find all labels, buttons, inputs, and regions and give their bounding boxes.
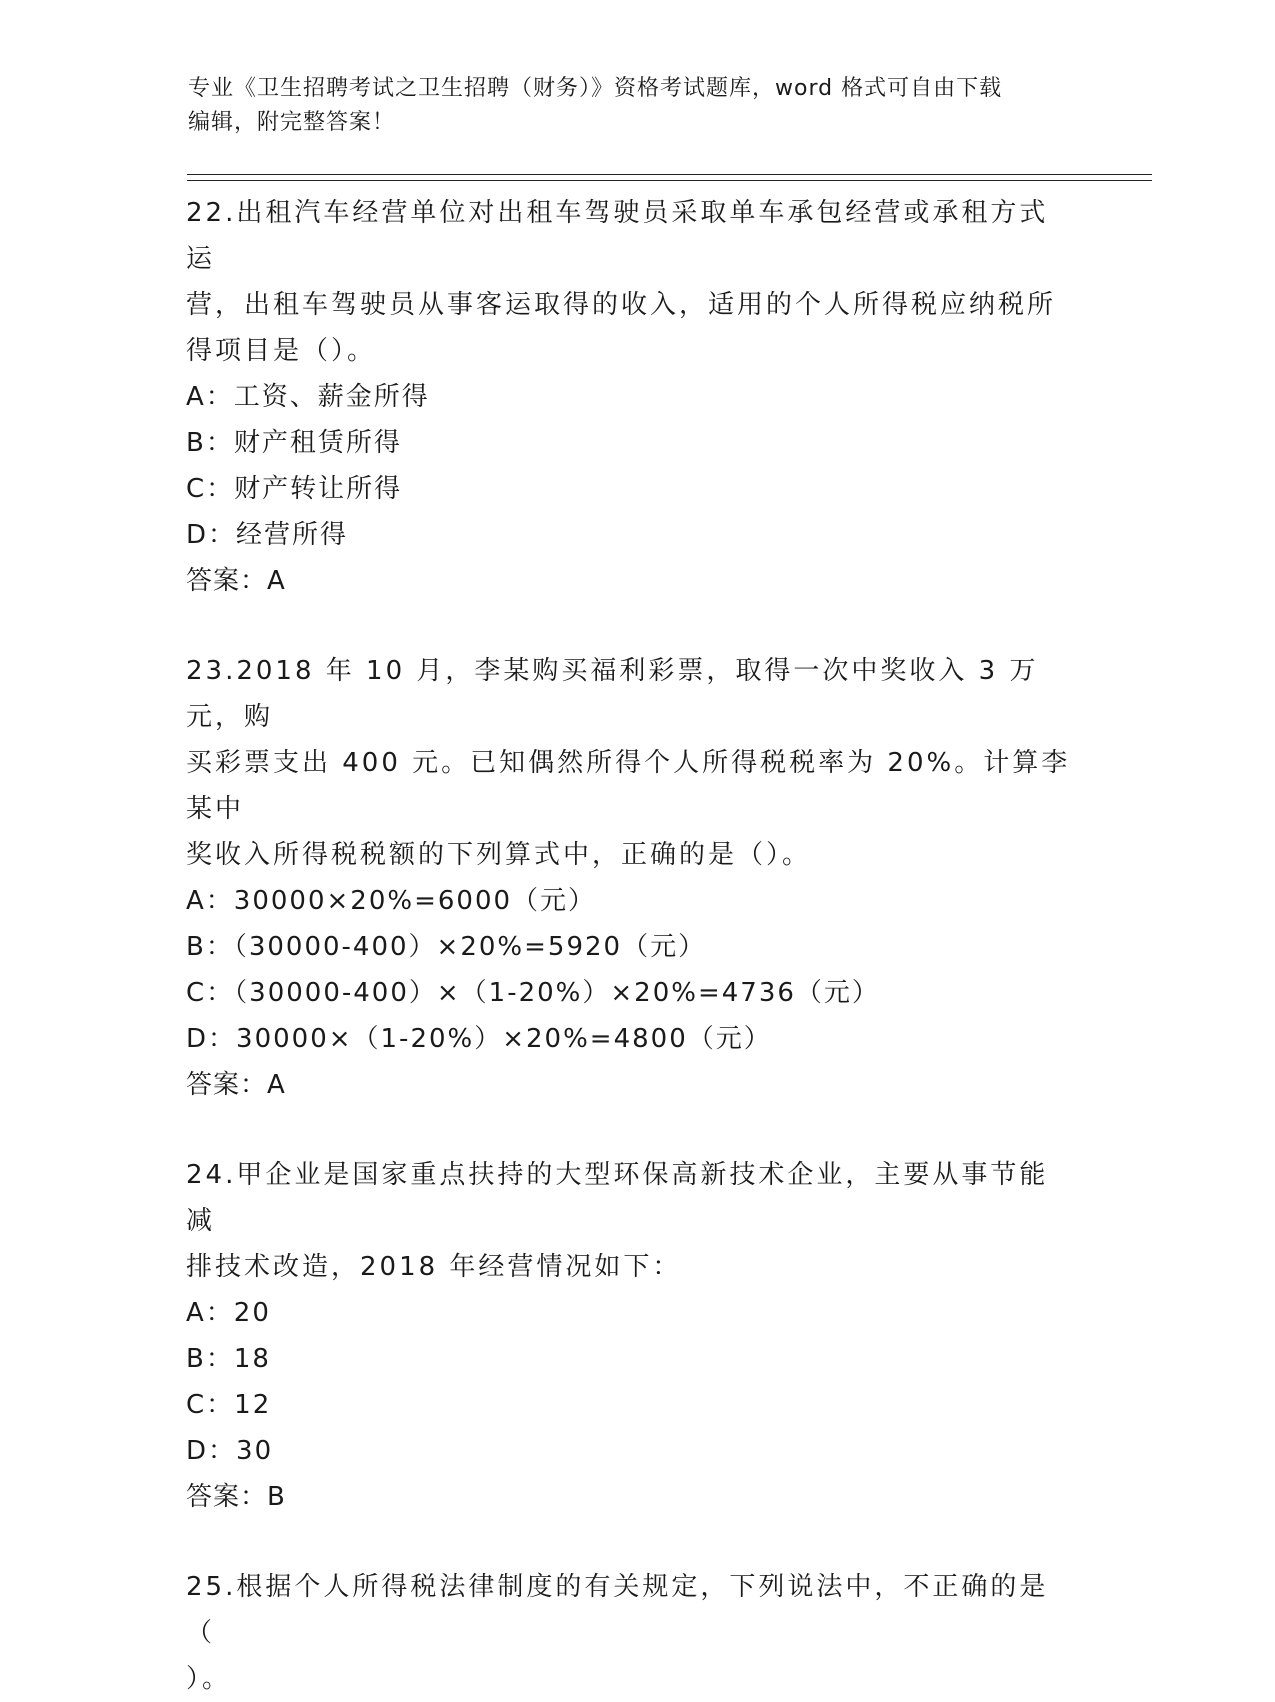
header-divider-top bbox=[187, 174, 1152, 175]
question-24 bbox=[186, 1152, 1076, 1520]
question-stem bbox=[186, 1152, 1076, 1290]
header-divider-bottom bbox=[187, 180, 1152, 181]
option-b: B：18 bbox=[186, 1344, 271, 1374]
stem-line: 22.出租汽车经营单位对出租车驾驶员采取单车承包经营或承租方式运 bbox=[186, 198, 1049, 274]
option-c: C：（30000-400）×（1-20%）×20%=4736（元） bbox=[186, 978, 880, 1008]
question-stem bbox=[186, 190, 1076, 374]
option-d: D：30000×（1-20%）×20%=4800（元） bbox=[186, 1024, 772, 1054]
question-stem bbox=[186, 1564, 1076, 1702]
question-23 bbox=[186, 648, 1076, 1108]
option-b: B：财产租赁所得 bbox=[186, 428, 402, 458]
stem-line: 买彩票支出 400 元。已知偶然所得个人所得税税率为 20%。计算李某中 bbox=[186, 748, 1071, 824]
option-a: A：20 bbox=[186, 1298, 271, 1328]
stem-line: 营，出租车驾驶员从事客运取得的收入，适用的个人所得税应纳税所 bbox=[186, 290, 1057, 320]
question-25 bbox=[186, 1564, 1076, 1702]
option-c: C：12 bbox=[186, 1390, 272, 1420]
question-stem bbox=[186, 648, 1076, 878]
stem-line: 25.根据个人所得税法律制度的有关规定，下列说法中，不正确的是（ bbox=[186, 1572, 1049, 1648]
stem-line: 奖收入所得税税额的下列算式中，正确的是（）。 bbox=[186, 840, 812, 870]
header-line-2: 编辑，附完整答案！ bbox=[188, 110, 396, 135]
stem-line: 排技术改造，2018 年经营情况如下： bbox=[186, 1252, 682, 1282]
answer-line: 答案：A bbox=[186, 566, 286, 596]
option-b: B：（30000-400）×20%=5920（元） bbox=[186, 932, 707, 962]
question-list bbox=[186, 190, 1076, 1702]
option-a: A：30000×20%=6000（元） bbox=[186, 886, 597, 916]
option-c: C：财产转让所得 bbox=[186, 474, 403, 504]
document-header bbox=[188, 72, 1088, 140]
option-d: D：经营所得 bbox=[186, 520, 349, 550]
stem-line: ）。 bbox=[186, 1664, 232, 1694]
question-22 bbox=[186, 190, 1076, 604]
header-line-1: 专业《卫生招聘考试之卫生招聘（财务）》资格考试题库，word 格式可自由下载 bbox=[188, 76, 1003, 101]
stem-line: 23.2018 年 10 月，李某购买福利彩票，取得一次中奖收入 3 万元，购 bbox=[186, 656, 1039, 732]
stem-line: 24.甲企业是国家重点扶持的大型环保高新技术企业，主要从事节能减 bbox=[186, 1160, 1049, 1236]
option-d: D：30 bbox=[186, 1436, 274, 1466]
stem-line: 得项目是（）。 bbox=[186, 336, 377, 366]
answer-line: 答案：B bbox=[186, 1482, 286, 1512]
option-a: A：工资、薪金所得 bbox=[186, 382, 430, 412]
answer-line: 答案：A bbox=[186, 1070, 286, 1100]
